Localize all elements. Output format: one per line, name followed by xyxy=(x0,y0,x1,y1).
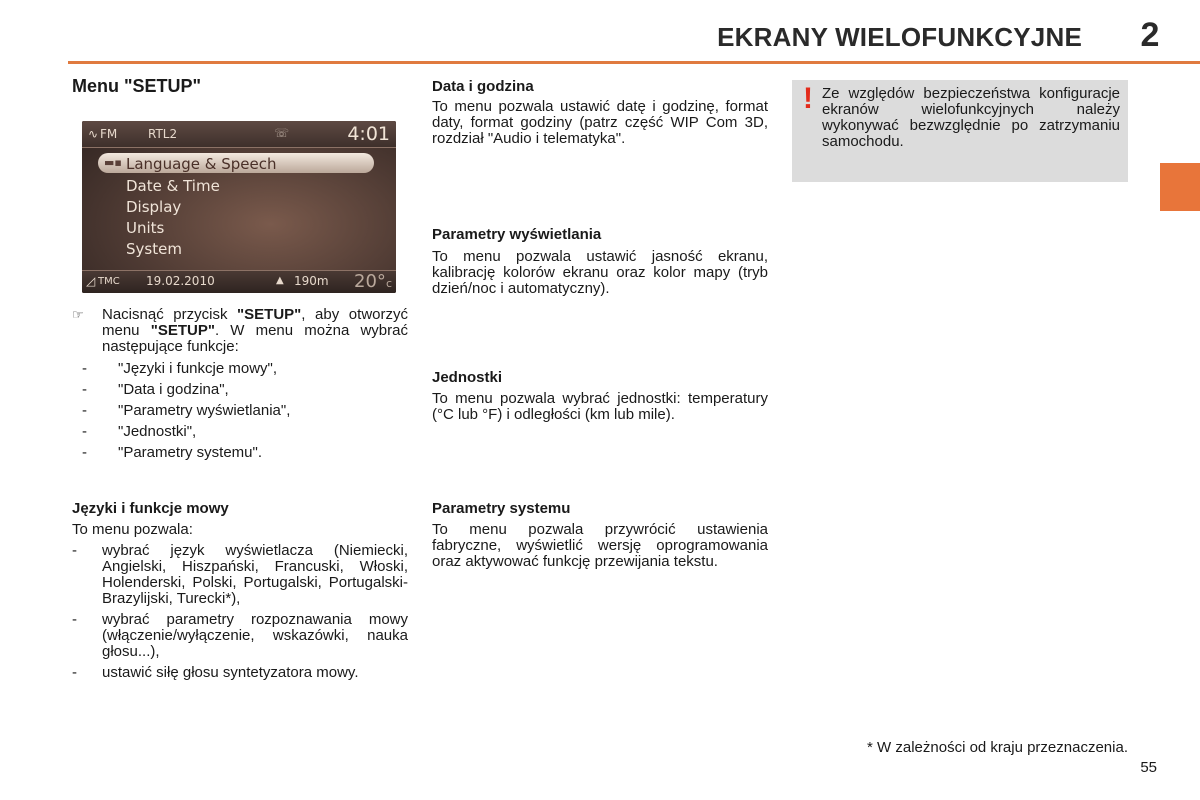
setup-instruction xyxy=(72,307,408,463)
list-item-text: "Parametry wyświetlania", xyxy=(118,402,291,419)
list-item xyxy=(72,358,408,379)
units-heading: Jednostki xyxy=(432,369,503,386)
setup-keyword: "SETUP" xyxy=(237,306,302,323)
screen-top-bar xyxy=(82,121,396,148)
chapter-side-tab xyxy=(1160,163,1200,211)
setup-screen-image xyxy=(82,121,396,293)
list-item-text: "Języki i funkcje mowy", xyxy=(118,360,278,377)
screen-clock: 4:01 xyxy=(347,123,390,145)
instruction-list xyxy=(72,307,408,355)
screen-distance: 190m xyxy=(294,274,329,288)
instruction-text: Nacisnąć przycisk xyxy=(102,306,238,323)
list-dash: - xyxy=(82,423,87,440)
screen-bottom-bar xyxy=(82,270,396,293)
screen-menu-item: Language & Speech xyxy=(126,155,277,173)
instruction-item xyxy=(72,307,408,355)
list-dash: - xyxy=(72,611,77,628)
list-item xyxy=(72,665,408,681)
screen-band-label: FM xyxy=(100,127,118,141)
date-time-text: To menu pozwala ustawić datę i godzinę, format daty, format godziny (patrz część WIP Com 3D, rozdział "Audio i telematyka". xyxy=(432,98,768,147)
list-dash: - xyxy=(72,664,77,681)
languages-list xyxy=(72,543,408,686)
list-dash: - xyxy=(72,542,77,559)
function-list xyxy=(72,358,408,463)
pointing-hand-icon: ☞ xyxy=(72,307,84,322)
radio-wave-icon: ∿ xyxy=(88,127,99,141)
warning-text: Ze względów bezpieczeństwa konfiguracje ekranów wielofunkcyjnych należy wykonywać bezwzględnie po zatrzymaniu samochodu. xyxy=(822,85,1120,150)
list-item-text: wybrać parametry rozpoznawania mowy (włączenie/wyłączenie, wskazówki, nauka głosu...), xyxy=(102,611,408,660)
date-time-heading: Data i godzina xyxy=(432,78,534,95)
languages-items xyxy=(72,543,408,681)
list-item xyxy=(72,442,408,463)
list-item xyxy=(72,612,408,660)
header-divider xyxy=(68,61,1200,64)
units-text: To menu pozwala wybrać jednostki: temperatury (°C lub °F) i odległości (km lub mile). xyxy=(432,390,768,423)
instruction-text: . W menu można wybrać następujące funkcje: xyxy=(102,322,408,355)
screen-tmc-label: TMC xyxy=(98,276,120,287)
phone-icon: ☏ xyxy=(274,126,290,140)
languages-heading: Języki i funkcje mowy xyxy=(72,500,229,517)
temperature-value: 20° xyxy=(354,271,386,292)
navigation-arrow-icon: ▲ xyxy=(276,275,284,286)
list-dash: - xyxy=(82,444,87,461)
screen-date: 19.02.2010 xyxy=(146,274,215,288)
list-dash: - xyxy=(82,360,87,377)
screen-menu-item: System xyxy=(126,240,182,258)
traffic-icon: ◿ xyxy=(86,274,96,288)
list-item-text: "Jednostki", xyxy=(118,423,197,440)
list-item-text: "Data i godzina", xyxy=(118,381,229,398)
warning-icon: ! xyxy=(803,82,813,115)
list-item xyxy=(72,379,408,400)
screen-temperature xyxy=(354,271,392,292)
list-item-text: "Parametry systemu". xyxy=(118,444,263,461)
system-text: To menu pozwala przywrócić ustawienia fabryczne, wyświetlić wersję oprogramowania oraz aktywować funkcję przewijania tekstu. xyxy=(432,521,768,570)
footnote: * W zależności od kraju przeznaczenia. xyxy=(867,739,1128,756)
language-speech-icon: ▬▪ xyxy=(104,156,122,169)
list-item-text: wybrać język wyświetlacza (Niemiecki, Angielski, Hiszpański, Francuski, Włoski, Holenderski, Polski, Portugalski, Portugalski-Brazylijski, Turecki*), xyxy=(102,542,408,607)
list-item xyxy=(72,421,408,442)
setup-menu-heading: Menu "SETUP" xyxy=(72,76,202,96)
list-dash: - xyxy=(82,402,87,419)
screen-menu-item: Date & Time xyxy=(126,177,220,195)
display-heading: Parametry wyświetlania xyxy=(432,226,602,243)
list-item-text: ustawić siłę głosu syntetyzatora mowy. xyxy=(102,664,359,681)
temperature-unit: c xyxy=(385,277,392,290)
list-item xyxy=(72,400,408,421)
system-heading: Parametry systemu xyxy=(432,500,571,517)
chapter-number: 2 xyxy=(1140,16,1160,54)
screen-menu-item: Units xyxy=(126,219,165,237)
screen-menu-item: Display xyxy=(126,198,182,216)
instruction-text: , aby otworzyć menu xyxy=(102,306,408,339)
languages-intro: To menu pozwala: xyxy=(72,521,193,538)
list-dash: - xyxy=(82,381,87,398)
setup-keyword: "SETUP" xyxy=(150,322,215,339)
page-title: EKRANY WIELOFUNKCYJNE xyxy=(717,22,1082,52)
page-number: 55 xyxy=(1140,759,1157,776)
list-item xyxy=(72,543,408,607)
screen-station-label: RTL2 xyxy=(148,127,178,141)
display-text: To menu pozwala ustawić jasność ekranu, kalibrację kolorów ekranu oraz kolor mapy (tryb dzień/noc i automatyczny). xyxy=(432,248,768,297)
